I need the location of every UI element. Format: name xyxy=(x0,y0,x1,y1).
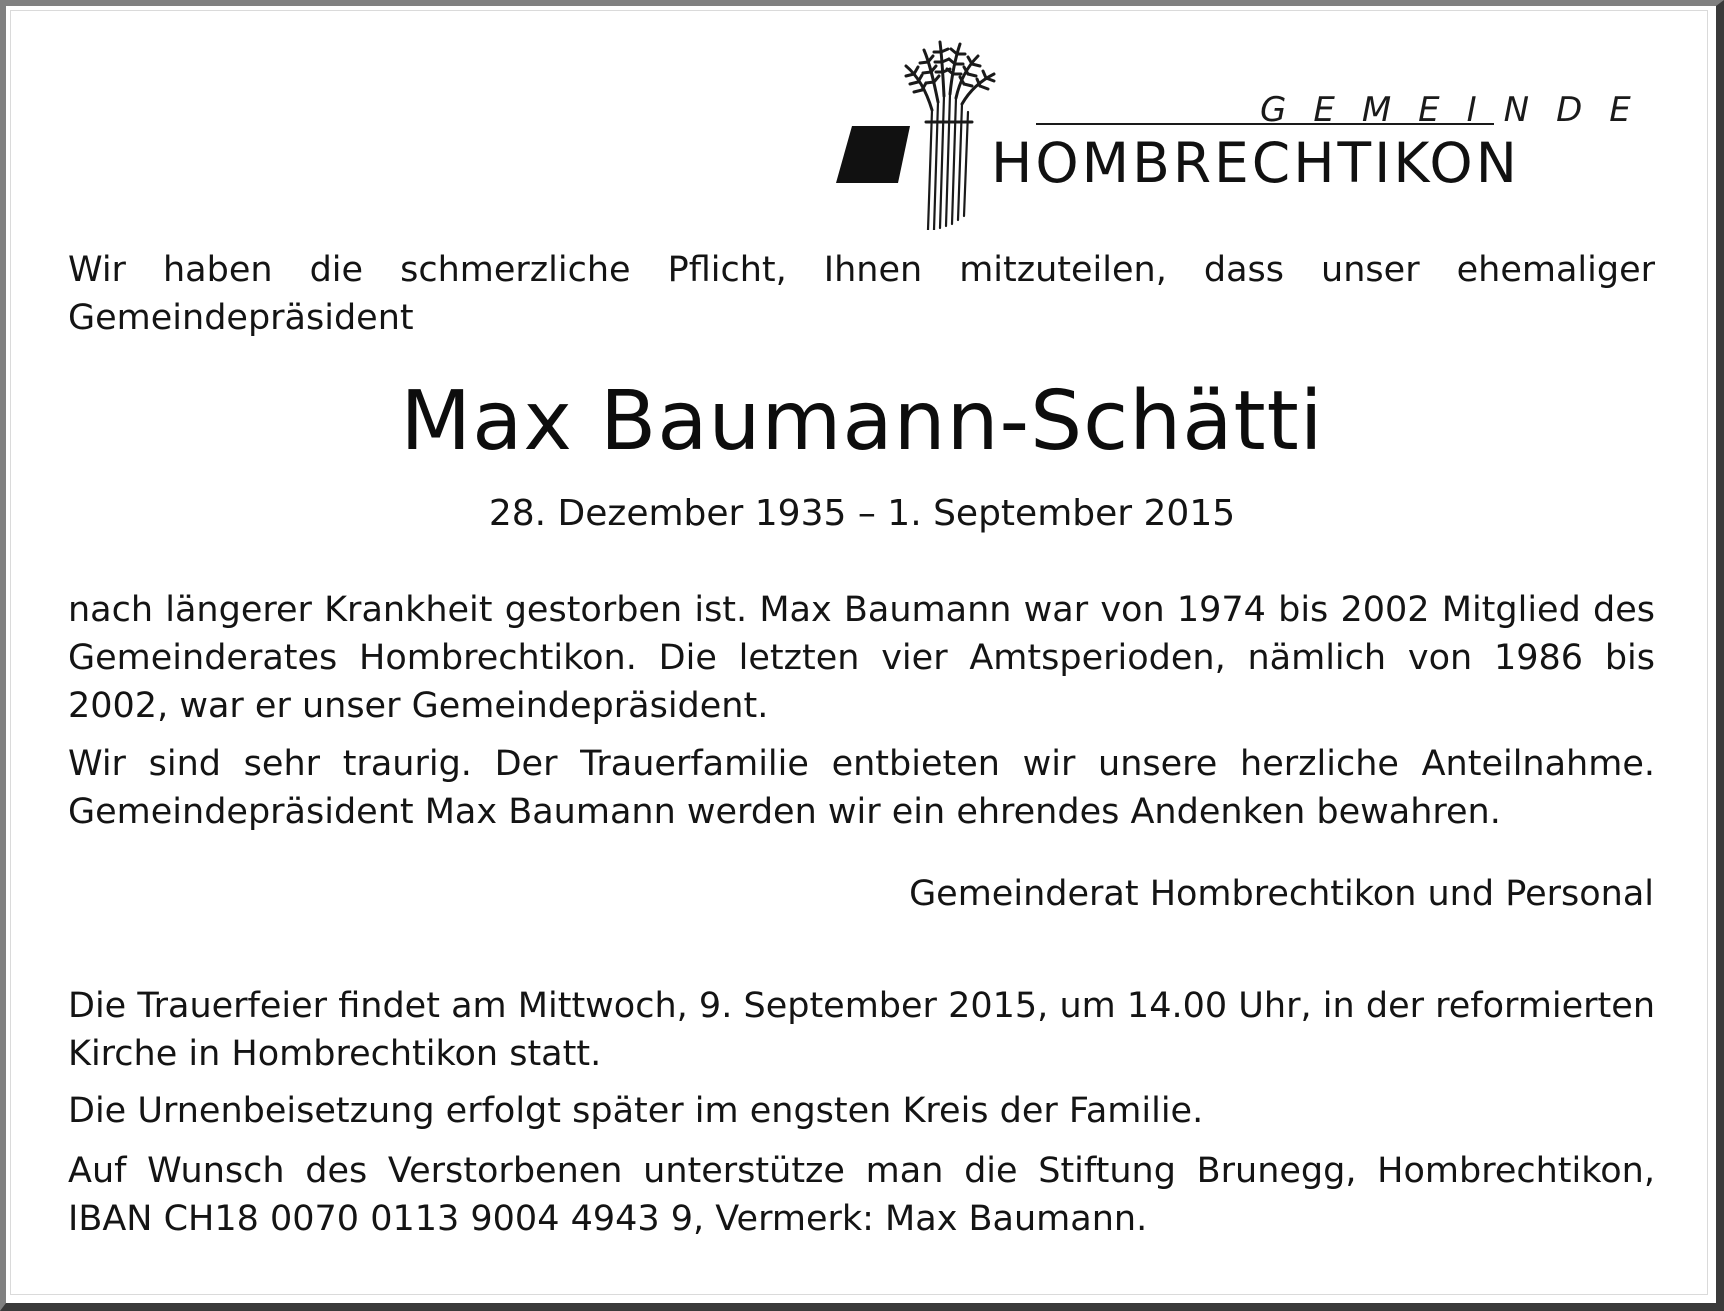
municipality-logo xyxy=(836,40,1666,230)
signature: Gemeinderat Hombrechtikon und Personal xyxy=(909,874,1654,914)
obituary-paragraph: nach längerer Krankheit gestorben ist. Max Baumann war von 1974 bis 2002 Mitglied des Gemeinderates Hombrechtikon. Die letzten vier Amtsperioden, nämlich von 1986 bis 2002, war er unser Gemeindepräsident. xyxy=(68,590,1655,726)
logo-municipality-name: HOMBRECHTIKON xyxy=(991,131,1520,195)
burial-notice: Die Urnenbeisetzung erfolgt später im engsten Kreis der Familie. xyxy=(68,1091,1204,1131)
deceased-name: Max Baumann-Schätti xyxy=(400,374,1324,469)
life-dates: 28. Dezember 1935 – 1. September 2015 xyxy=(488,493,1236,534)
wheat-sheaf-icon xyxy=(906,42,994,230)
donation-notice: Auf Wunsch des Verstorbenen unterstütze man die Stiftung Brunegg, Hombrechtikon, IBAN CH18 0070 0113 9004 4943 9, Vermerk: Max Baumann. xyxy=(68,1151,1655,1239)
funeral-notice: Die Trauerfeier findet am Mittwoch, 9. September 2015, um 14.00 Uhr, in der reformierten Kirche in Hombrechtikon statt. xyxy=(68,986,1655,1074)
logo-gemeinde-text: GEMEINDE xyxy=(1260,90,1658,130)
parallelogram-mark-icon xyxy=(836,126,910,183)
condolence-paragraph: Wir sind sehr traurig. Der Trauerfamilie entbieten wir unsere herzliche Anteilnahme. Gemeindepräsident Max Baumann werden wir ein ehrendes Andenken bewahren. xyxy=(68,744,1655,832)
intro-text: Wir haben die schmerzliche Pflicht, Ihnen mitzuteilen, dass unser ehemaliger Gemeindepräsident xyxy=(68,250,1655,338)
